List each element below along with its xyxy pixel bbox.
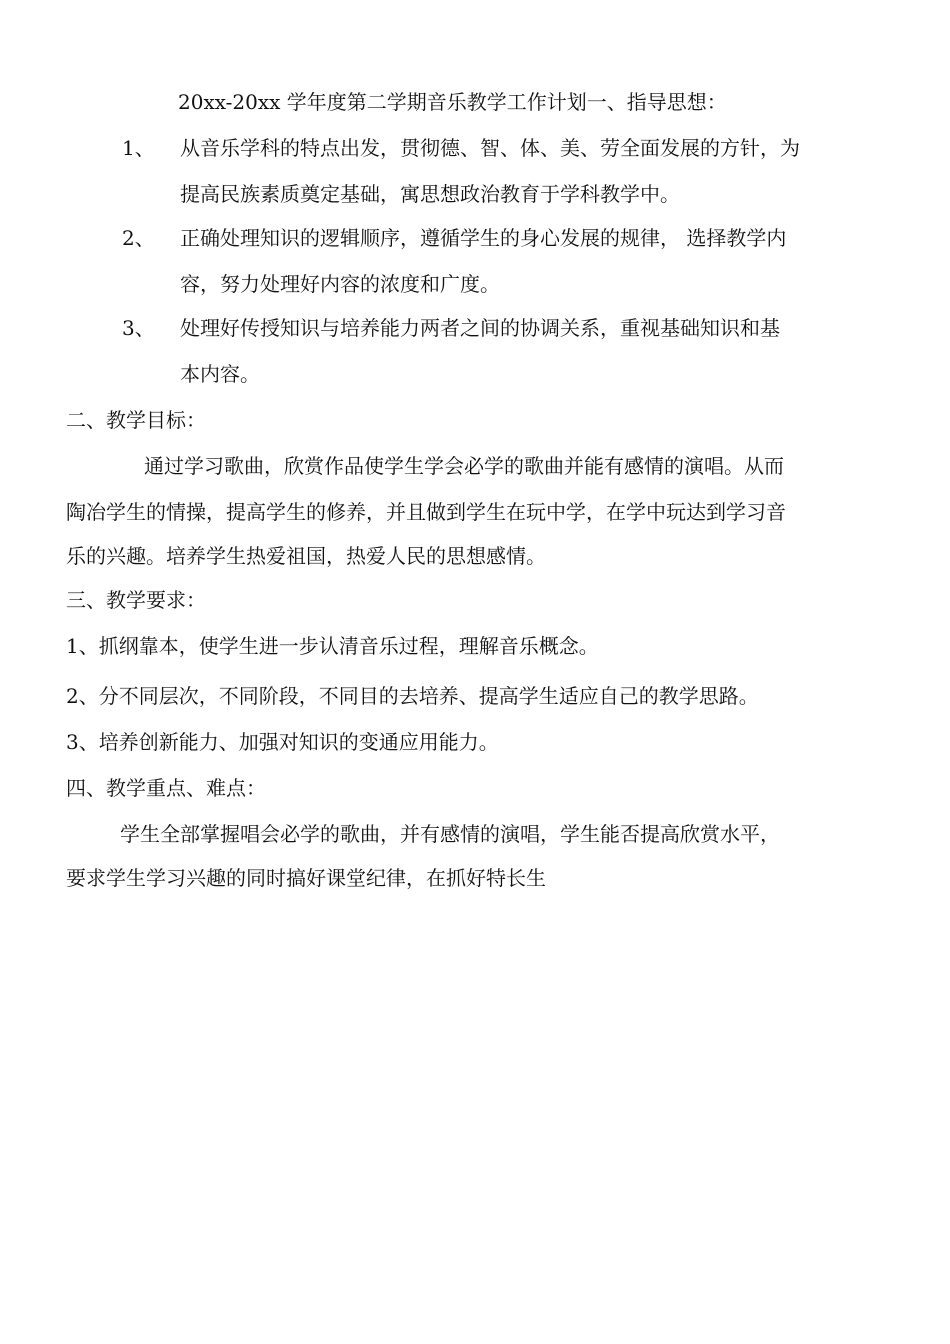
item-number: 2、 bbox=[122, 226, 155, 250]
section-heading-requirements: 三、教学要求： bbox=[66, 588, 206, 612]
section-heading-goals: 二、教学目标： bbox=[66, 408, 206, 432]
item-line-2: 本内容。 bbox=[180, 362, 260, 386]
requirement-item: 2、分不同层次，不同阶段，不同目的去培养、提高学生适应自己的教学思路。 bbox=[66, 684, 759, 708]
document-title: 20xx-20xx 学年度第二学期音乐教学工作计划一、指导思想： bbox=[178, 90, 727, 114]
requirement-item: 1、抓纲靠本，使学生进一步认清音乐过程，理解音乐概念。 bbox=[66, 634, 599, 658]
item-number: 1、 bbox=[122, 136, 155, 160]
section-heading-key-points: 四、教学重点、难点： bbox=[66, 776, 266, 800]
item-number: 3、 bbox=[122, 316, 155, 340]
item-line-2: 容，努力处理好内容的浓度和广度。 bbox=[180, 272, 500, 296]
goals-paragraph-line: 通过学习歌曲，欣赏作品使学生学会必学的歌曲并能有感情的演唱。从而 bbox=[144, 454, 784, 478]
requirement-item: 3、培养创新能力、加强对知识的变通应用能力。 bbox=[66, 730, 499, 754]
key-points-paragraph-line: 学生全部掌握唱会必学的歌曲，并有感情的演唱，学生能否提高欣赏水平， bbox=[120, 822, 780, 846]
item-line-1: 正确处理知识的逻辑顺序，遵循学生的身心发展的规律， 选择教学内 bbox=[180, 226, 787, 250]
goals-paragraph-line: 陶冶学生的情操，提高学生的修养，并且做到学生在玩中学，在学中玩达到学习音 bbox=[66, 500, 786, 524]
goals-paragraph-line: 乐的兴趣。培养学生热爱祖国，热爱人民的思想感情。 bbox=[66, 544, 546, 568]
item-line-1: 处理好传授知识与培养能力两者之间的协调关系，重视基础知识和基 bbox=[180, 316, 780, 340]
item-line-2: 提高民族素质奠定基础，寓思想政治教育于学科教学中。 bbox=[180, 182, 680, 206]
item-line-1: 从音乐学科的特点出发，贯彻德、智、体、美、劳全面发展的方针，为 bbox=[180, 136, 800, 160]
key-points-paragraph-line: 要求学生学习兴趣的同时搞好课堂纪律，在抓好特长生 bbox=[66, 866, 546, 890]
